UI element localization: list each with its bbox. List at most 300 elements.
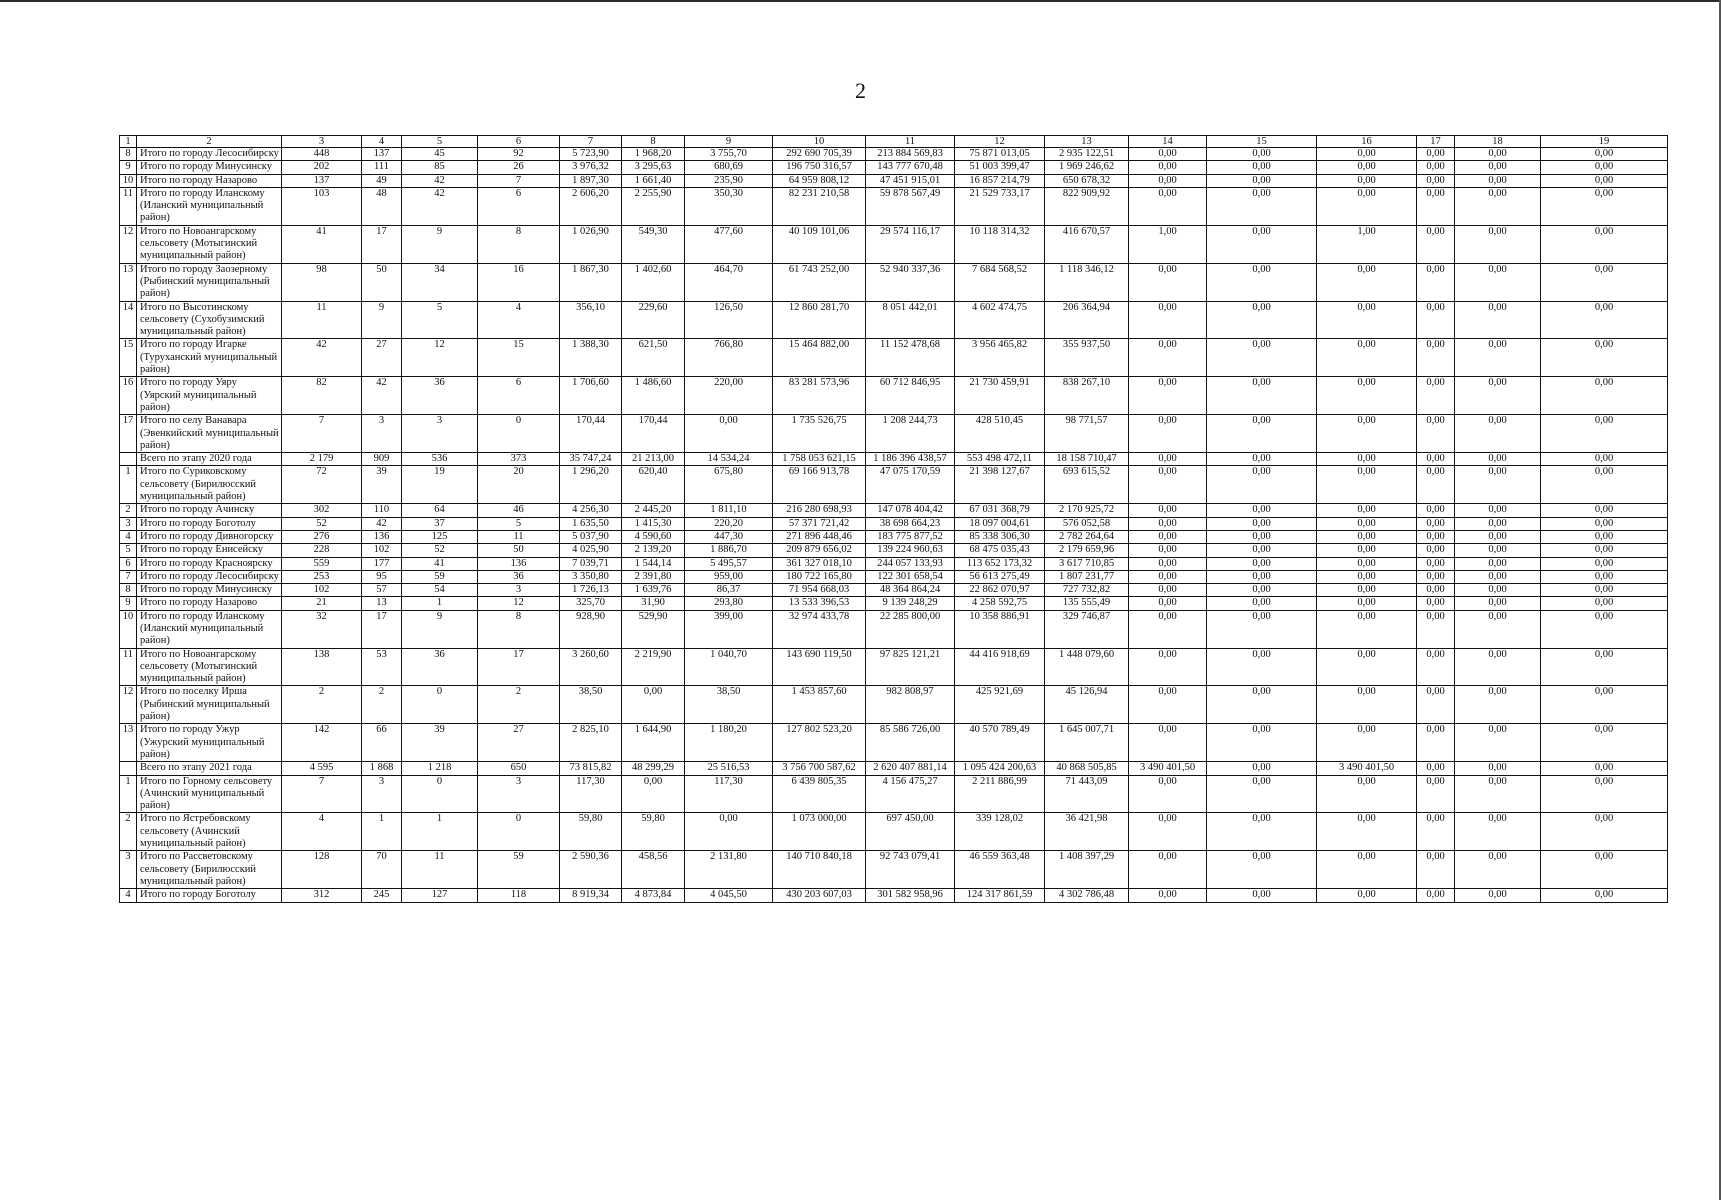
value-cell: 1 661,40 (622, 174, 685, 187)
value-cell: 21 398 127,67 (955, 466, 1045, 504)
row-name-cell: Итого по Высотинскому сельсовету (Сухобузимский муниципальный район) (137, 301, 282, 339)
value-cell: 0,00 (1207, 610, 1317, 648)
value-cell: 0,00 (1417, 557, 1455, 570)
value-cell: 72 (282, 466, 362, 504)
row-number-cell: 5 (120, 544, 137, 557)
value-cell: 1 735 526,75 (773, 415, 866, 453)
row-number-cell: 1 (120, 775, 137, 813)
value-cell: 57 (362, 584, 402, 597)
value-cell: 0,00 (1455, 597, 1541, 610)
value-cell: 21 730 459,91 (955, 377, 1045, 415)
value-cell: 0,00 (1129, 686, 1207, 724)
row-name-cell: Итого по Горному сельсовету (Ачинский муниципальный район) (137, 775, 282, 813)
value-cell: 650 678,32 (1045, 174, 1129, 187)
value-cell: 477,60 (685, 225, 773, 263)
value-cell: 10 118 314,32 (955, 225, 1045, 263)
value-cell: 416 670,57 (1045, 225, 1129, 263)
table-row (120, 813, 1668, 851)
value-cell: 0,00 (1207, 813, 1317, 851)
value-cell: 1 645 007,71 (1045, 724, 1129, 762)
value-cell: 0,00 (1317, 530, 1417, 543)
value-cell: 0,00 (685, 415, 773, 453)
value-cell: 4 045,50 (685, 889, 773, 902)
row-name-cell: Итого по Рассветовскому сельсовету (Бирилюсский муниципальный район) (137, 851, 282, 889)
value-cell: 0,00 (1417, 584, 1455, 597)
header-cell: 10 (773, 136, 866, 148)
value-cell: 0,00 (1541, 813, 1668, 851)
value-cell: 1 040,70 (685, 648, 773, 686)
row-number-cell: 12 (120, 686, 137, 724)
value-cell: 1 (402, 597, 478, 610)
value-cell: 1 388,30 (560, 339, 622, 377)
value-cell: 67 031 368,79 (955, 504, 1045, 517)
table-row (120, 148, 1668, 161)
row-name-cell: Итого по городу Игарке (Туруханский муниципальный район) (137, 339, 282, 377)
value-cell: 1 402,60 (622, 263, 685, 301)
value-cell: 0,00 (1317, 889, 1417, 902)
value-cell: 118 (478, 889, 560, 902)
value-cell: 41 (402, 557, 478, 570)
value-cell: 44 416 918,69 (955, 648, 1045, 686)
value-cell: 8 (478, 610, 560, 648)
value-cell: 52 (402, 544, 478, 557)
value-cell: 0,00 (1207, 762, 1317, 775)
value-cell: 0,00 (1455, 339, 1541, 377)
value-cell: 766,80 (685, 339, 773, 377)
value-cell: 0,00 (1541, 225, 1668, 263)
value-cell: 693 615,52 (1045, 466, 1129, 504)
value-cell: 0,00 (622, 775, 685, 813)
value-cell: 0,00 (1455, 225, 1541, 263)
value-cell: 0,00 (1317, 187, 1417, 225)
value-cell: 42 (402, 174, 478, 187)
value-cell: 0,00 (1317, 584, 1417, 597)
value-cell: 0,00 (1417, 648, 1455, 686)
value-cell: 1 867,30 (560, 263, 622, 301)
value-cell: 0,00 (1129, 775, 1207, 813)
value-cell: 3 490 401,50 (1129, 762, 1207, 775)
value-cell: 1 706,60 (560, 377, 622, 415)
value-cell: 0,00 (1417, 339, 1455, 377)
data-table (119, 135, 1668, 903)
value-cell: 61 743 252,00 (773, 263, 866, 301)
value-cell: 170,44 (560, 415, 622, 453)
value-cell: 213 884 569,83 (866, 148, 955, 161)
value-cell: 0 (402, 686, 478, 724)
value-cell: 0,00 (1417, 301, 1455, 339)
value-cell: 0,00 (1455, 762, 1541, 775)
value-cell: 0,00 (1455, 517, 1541, 530)
value-cell: 0,00 (1417, 530, 1455, 543)
value-cell: 339 128,02 (955, 813, 1045, 851)
value-cell: 822 909,92 (1045, 187, 1129, 225)
value-cell: 464,70 (685, 263, 773, 301)
value-cell: 98 771,57 (1045, 415, 1129, 453)
value-cell: 48 364 864,24 (866, 584, 955, 597)
value-cell: 1 968,20 (622, 148, 685, 161)
value-cell: 1 969 246,62 (1045, 161, 1129, 174)
header-cell: 1 (120, 136, 137, 148)
value-cell: 458,56 (622, 851, 685, 889)
value-cell: 26 (478, 161, 560, 174)
value-cell: 0,00 (1541, 187, 1668, 225)
value-cell: 36 (402, 648, 478, 686)
row-number-cell: 6 (120, 557, 137, 570)
row-name-cell: Итого по Новоангарскому сельсовету (Мотыгинский муниципальный район) (137, 225, 282, 263)
value-cell: 982 808,97 (866, 686, 955, 724)
header-cell: 15 (1207, 136, 1317, 148)
value-cell: 36 (402, 377, 478, 415)
row-name-cell: Итого по городу Назарово (137, 174, 282, 187)
value-cell: 0,00 (1541, 775, 1668, 813)
value-cell: 12 860 281,70 (773, 301, 866, 339)
value-cell: 0,00 (1541, 597, 1668, 610)
value-cell: 0,00 (1317, 517, 1417, 530)
value-cell: 19 (402, 466, 478, 504)
value-cell: 4 590,60 (622, 530, 685, 543)
value-cell: 38,50 (685, 686, 773, 724)
value-cell: 0,00 (1129, 377, 1207, 415)
value-cell: 0,00 (622, 686, 685, 724)
value-cell: 22 862 070,97 (955, 584, 1045, 597)
row-name-cell: Итого по городу Боготолу (137, 889, 282, 902)
value-cell: 45 126,94 (1045, 686, 1129, 724)
value-cell: 0,00 (1417, 517, 1455, 530)
value-cell: 52 (282, 517, 362, 530)
value-cell: 92 743 079,41 (866, 851, 955, 889)
value-cell: 0,00 (1417, 453, 1455, 466)
value-cell: 5 723,90 (560, 148, 622, 161)
value-cell: 3 (402, 415, 478, 453)
value-cell: 3 (478, 775, 560, 813)
table-row (120, 610, 1668, 648)
row-name-cell: Итого по городу Енисейску (137, 544, 282, 557)
value-cell: 0,00 (1541, 570, 1668, 583)
value-cell: 1 868 (362, 762, 402, 775)
value-cell: 0,00 (1541, 584, 1668, 597)
value-cell: 0,00 (1207, 415, 1317, 453)
value-cell: 0,00 (1541, 517, 1668, 530)
value-cell: 245 (362, 889, 402, 902)
value-cell: 9 (402, 225, 478, 263)
value-cell: 13 (362, 597, 402, 610)
header-cell: 16 (1317, 136, 1417, 148)
value-cell: 0,00 (1541, 544, 1668, 557)
value-cell: 2 935 122,51 (1045, 148, 1129, 161)
value-cell: 0,00 (1207, 187, 1317, 225)
header-cell: 2 (137, 136, 282, 148)
value-cell: 27 (362, 339, 402, 377)
value-cell: 0,00 (1207, 148, 1317, 161)
value-cell: 147 078 404,42 (866, 504, 955, 517)
value-cell: 0,00 (1417, 161, 1455, 174)
table-row (120, 724, 1668, 762)
value-cell: 448 (282, 148, 362, 161)
row-name-cell: Итого по городу Лесосибирску (137, 570, 282, 583)
value-cell: 124 317 861,59 (955, 889, 1045, 902)
value-cell: 1 (402, 813, 478, 851)
value-cell: 85 586 726,00 (866, 724, 955, 762)
row-name-cell: Итого по городу Лесосибирску (137, 148, 282, 161)
value-cell: 0,00 (1317, 504, 1417, 517)
value-cell: 15 464 882,00 (773, 339, 866, 377)
value-cell: 42 (362, 377, 402, 415)
value-cell: 0,00 (1541, 762, 1668, 775)
value-cell: 1 026,90 (560, 225, 622, 263)
value-cell: 0,00 (1541, 466, 1668, 504)
value-cell: 51 003 399,47 (955, 161, 1045, 174)
total-row (120, 762, 1668, 775)
value-cell: 559 (282, 557, 362, 570)
value-cell: 0,00 (1207, 466, 1317, 504)
value-cell: 0,00 (1455, 648, 1541, 686)
value-cell: 4 258 592,75 (955, 597, 1045, 610)
value-cell: 40 868 505,85 (1045, 762, 1129, 775)
value-cell: 576 052,58 (1045, 517, 1129, 530)
value-cell: 0,00 (1455, 775, 1541, 813)
value-cell: 216 280 698,93 (773, 504, 866, 517)
value-cell: 1,00 (1129, 225, 1207, 263)
value-cell: 425 921,69 (955, 686, 1045, 724)
value-cell: 361 327 018,10 (773, 557, 866, 570)
row-number-cell: 1 (120, 466, 137, 504)
value-cell: 1 218 (402, 762, 478, 775)
row-name-cell: Всего по этапу 2020 года (137, 453, 282, 466)
value-cell: 228 (282, 544, 362, 557)
value-cell: 0,00 (1317, 453, 1417, 466)
scan-edge-top (0, 0, 1721, 2)
table-row (120, 597, 1668, 610)
value-cell: 2 179 (282, 453, 362, 466)
header-cell: 14 (1129, 136, 1207, 148)
value-cell: 12 (402, 339, 478, 377)
value-cell: 2 391,80 (622, 570, 685, 583)
table-row (120, 570, 1668, 583)
value-cell: 177 (362, 557, 402, 570)
value-cell: 4 595 (282, 762, 362, 775)
value-cell: 60 712 846,95 (866, 377, 955, 415)
value-cell: 0,00 (1129, 544, 1207, 557)
value-cell: 202 (282, 161, 362, 174)
value-cell: 0,00 (1541, 610, 1668, 648)
value-cell: 549,30 (622, 225, 685, 263)
value-cell: 4 (282, 813, 362, 851)
value-cell: 0,00 (1455, 504, 1541, 517)
value-cell: 36 (478, 570, 560, 583)
value-cell: 0,00 (1207, 648, 1317, 686)
value-cell: 0,00 (1417, 724, 1455, 762)
value-cell: 0,00 (1207, 161, 1317, 174)
value-cell: 40 570 789,49 (955, 724, 1045, 762)
value-cell: 45 (402, 148, 478, 161)
value-cell: 27 (478, 724, 560, 762)
value-cell: 3 755,70 (685, 148, 773, 161)
value-cell: 50 (478, 544, 560, 557)
value-cell: 1 095 424 200,63 (955, 762, 1045, 775)
value-cell: 0,00 (1207, 504, 1317, 517)
row-number-cell: 15 (120, 339, 137, 377)
value-cell: 0,00 (1317, 466, 1417, 504)
value-cell: 20 (478, 466, 560, 504)
value-cell: 6 439 805,35 (773, 775, 866, 813)
value-cell: 0,00 (1417, 263, 1455, 301)
value-cell: 59,80 (560, 813, 622, 851)
table-row (120, 187, 1668, 225)
value-cell: 0,00 (1541, 504, 1668, 517)
value-cell: 17 (478, 648, 560, 686)
value-cell: 680,69 (685, 161, 773, 174)
value-cell: 4 156 475,27 (866, 775, 955, 813)
value-cell: 1 296,20 (560, 466, 622, 504)
value-cell: 1 186 396 438,57 (866, 453, 955, 466)
row-name-cell: Итого по городу Дивногорску (137, 530, 282, 543)
value-cell: 31,90 (622, 597, 685, 610)
value-cell: 0,00 (1317, 610, 1417, 648)
value-cell: 0,00 (1129, 161, 1207, 174)
value-cell: 0,00 (1455, 724, 1541, 762)
value-cell: 0,00 (1455, 466, 1541, 504)
table-row (120, 648, 1668, 686)
value-cell: 0,00 (1455, 584, 1541, 597)
value-cell: 137 (282, 174, 362, 187)
header-cell: 8 (622, 136, 685, 148)
value-cell: 0,00 (1455, 570, 1541, 583)
value-cell: 21 (282, 597, 362, 610)
table-row (120, 544, 1668, 557)
value-cell: 0,00 (1129, 339, 1207, 377)
value-cell: 18 158 710,47 (1045, 453, 1129, 466)
value-cell: 4 025,90 (560, 544, 622, 557)
row-number-cell: 17 (120, 415, 137, 453)
value-cell: 350,30 (685, 187, 773, 225)
value-cell: 0,00 (1417, 466, 1455, 504)
table-row (120, 263, 1668, 301)
value-cell: 0,00 (1541, 648, 1668, 686)
row-name-cell: Итого по городу Иланскому (Иланский муниципальный район) (137, 187, 282, 225)
row-number-cell: 4 (120, 530, 137, 543)
value-cell: 206 364,94 (1045, 301, 1129, 339)
header-cell: 11 (866, 136, 955, 148)
row-name-cell: Итого по селу Ванавара (Эвенкийский муниципальный район) (137, 415, 282, 453)
value-cell: 0,00 (1129, 724, 1207, 762)
value-cell: 42 (282, 339, 362, 377)
header-cell: 12 (955, 136, 1045, 148)
value-cell: 0,00 (1129, 517, 1207, 530)
row-number-cell: 3 (120, 517, 137, 530)
value-cell: 110 (362, 504, 402, 517)
row-name-cell: Итого по городу Ужур (Ужурский муниципальный район) (137, 724, 282, 762)
value-cell: 0,00 (1317, 339, 1417, 377)
value-cell: 727 732,82 (1045, 584, 1129, 597)
value-cell: 7 039,71 (560, 557, 622, 570)
value-cell: 0,00 (1207, 557, 1317, 570)
value-cell: 0,00 (1207, 851, 1317, 889)
row-name-cell: Итого по Новоангарскому сельсовету (Мотыгинский муниципальный район) (137, 648, 282, 686)
value-cell: 3 295,63 (622, 161, 685, 174)
value-cell: 8 051 442,01 (866, 301, 955, 339)
value-cell: 697 450,00 (866, 813, 955, 851)
value-cell: 0,00 (1129, 889, 1207, 902)
value-cell: 0,00 (1417, 775, 1455, 813)
value-cell: 0,00 (1541, 453, 1668, 466)
value-cell: 0,00 (1541, 686, 1668, 724)
value-cell: 126,50 (685, 301, 773, 339)
value-cell: 47 451 915,01 (866, 174, 955, 187)
value-cell: 0,00 (1455, 148, 1541, 161)
value-cell: 1 448 079,60 (1045, 648, 1129, 686)
value-cell: 1 073 000,00 (773, 813, 866, 851)
row-number-cell (120, 762, 137, 775)
value-cell: 4 (478, 301, 560, 339)
value-cell: 11 152 478,68 (866, 339, 955, 377)
value-cell: 1 208 244,73 (866, 415, 955, 453)
value-cell: 15 (478, 339, 560, 377)
value-cell: 2 139,20 (622, 544, 685, 557)
value-cell: 16 857 214,79 (955, 174, 1045, 187)
value-cell: 142 (282, 724, 362, 762)
value-cell: 0,00 (1455, 686, 1541, 724)
row-name-cell: Итого по городу Уяру (Уярский муниципальный район) (137, 377, 282, 415)
table-row (120, 339, 1668, 377)
row-number-cell: 2 (120, 504, 137, 517)
value-cell: 1 758 053 621,15 (773, 453, 866, 466)
value-cell: 64 959 808,12 (773, 174, 866, 187)
value-cell: 7 684 568,52 (955, 263, 1045, 301)
value-cell: 0,00 (1541, 174, 1668, 187)
header-cell: 7 (560, 136, 622, 148)
row-number-cell: 16 (120, 377, 137, 415)
value-cell: 536 (402, 453, 478, 466)
value-cell: 0,00 (1541, 851, 1668, 889)
value-cell: 0,00 (1207, 263, 1317, 301)
value-cell: 9 139 248,29 (866, 597, 955, 610)
value-cell: 0,00 (1455, 813, 1541, 851)
value-cell: 52 940 337,36 (866, 263, 955, 301)
value-cell: 138 (282, 648, 362, 686)
value-cell: 2 445,20 (622, 504, 685, 517)
value-cell: 0,00 (1317, 174, 1417, 187)
row-number-cell: 8 (120, 148, 137, 161)
table-row (120, 377, 1668, 415)
value-cell: 32 (282, 610, 362, 648)
value-cell: 0,00 (1455, 263, 1541, 301)
row-name-cell: Итого по городу Красноярску (137, 557, 282, 570)
value-cell: 959,00 (685, 570, 773, 583)
value-cell: 71 954 668,03 (773, 584, 866, 597)
value-cell: 0,00 (1129, 570, 1207, 583)
value-cell: 399,00 (685, 610, 773, 648)
row-number-cell: 10 (120, 610, 137, 648)
value-cell: 29 574 116,17 (866, 225, 955, 263)
value-cell: 0,00 (1317, 851, 1417, 889)
value-cell: 137 (362, 148, 402, 161)
value-cell: 0,00 (1129, 415, 1207, 453)
value-cell: 8 (478, 225, 560, 263)
value-cell: 5 495,57 (685, 557, 773, 570)
value-cell: 82 231 210,58 (773, 187, 866, 225)
value-cell: 2 (362, 686, 402, 724)
value-cell: 0,00 (1541, 889, 1668, 902)
value-cell: 0,00 (1207, 775, 1317, 813)
value-cell: 5 (402, 301, 478, 339)
header-cell: 5 (402, 136, 478, 148)
value-cell: 21 213,00 (622, 453, 685, 466)
value-cell: 2 131,80 (685, 851, 773, 889)
value-cell: 122 301 658,54 (866, 570, 955, 583)
value-cell: 117,30 (560, 775, 622, 813)
value-cell: 3 (362, 415, 402, 453)
row-number-cell (120, 453, 137, 466)
